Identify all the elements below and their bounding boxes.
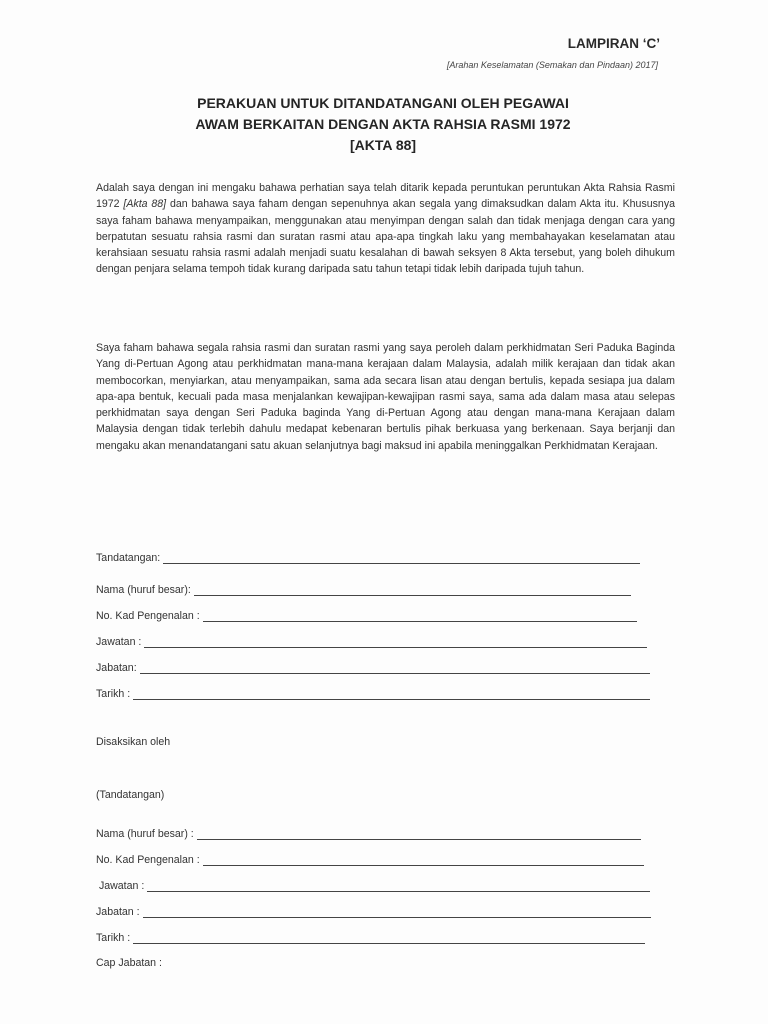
department-label: Jabatan: — [96, 662, 137, 674]
witness-date-label: Tarikh : — [96, 932, 131, 944]
position-line[interactable] — [144, 636, 647, 648]
witness-name-line[interactable] — [197, 828, 641, 840]
signature-field[interactable] — [96, 548, 640, 564]
witness-department-line[interactable] — [143, 906, 651, 918]
title-line-2: AWAM BERKAITAN DENGAN AKTA RAHSIA RASMI 1972 — [195, 116, 571, 132]
name-line[interactable] — [194, 584, 631, 596]
department-stamp-label: Cap Jabatan : — [96, 957, 162, 969]
ic-number-field[interactable] — [96, 606, 637, 622]
date-line[interactable] — [133, 688, 650, 700]
department-field[interactable] — [96, 658, 650, 674]
date-field[interactable] — [96, 684, 650, 700]
witness-signature-note: (Tandatangan) — [96, 789, 165, 801]
witness-ic-number-field[interactable] — [96, 850, 644, 866]
title-line-3: [AKTA 88] — [349, 137, 417, 153]
date-label: Tarikh : — [96, 688, 131, 700]
signature-label: Tandatangan: — [96, 552, 161, 564]
document-title — [110, 93, 656, 156]
ic-number-line[interactable] — [203, 610, 637, 622]
paragraph-1-act-reference: [Akta 88] — [123, 198, 167, 211]
witness-name-field[interactable] — [96, 824, 641, 840]
witness-department-label: Jabatan : — [96, 906, 140, 918]
name-label: Nama (huruf besar): — [96, 584, 191, 596]
title-line-1: PERAKUAN UNTUK DITANDATANGANI OLEH PEGAWAI — [197, 95, 569, 111]
paragraph-undertaking: Saya faham bahawa segala rahsia rasmi dan suratan rasmi yang saya peroleh dalam perkhidmatan Seri Paduka Baginda Yang di-Pertuan Agong atau perkhidmatan mana-mana kerajaan dalam Malaysia, adalah milik kerajaan dan tidak akan membocorkan, menyiarkan, atau menyampaikan, sama ada secara lisan atau dengan bertulis, kepada sesiapa jua dalam apa-apa bentuk, kecuali pada masa menjalankan kewajipan-kewajipan rasmi saya, sama ada dalam masa atau selepas perkhidmatan saya dengan Seri Paduka baginda Yang di-Pertuan Agong atau dengan mana-mana Kerajaan dalam Malaysia dengan tidak terlebih dahulu medapat kebenaran bertulis pihak berkuasa yang berkenaan. Saya berjanji dan mengaku akan menandatangani satu akuan selanjutnya bagi maksud ini apabila meninggalkan Perkhidmatan Kerajaan. — [96, 342, 675, 452]
witness-department-field[interactable] — [96, 902, 651, 918]
paragraph-1-text-start: Adalah saya dengan ini mengaku bahawa perhatian saya telah ditarik kepada peruntukan peruntukan Akta Rahsia Rasmi 1972 — [96, 182, 675, 211]
witness-ic-number-label: No. Kad Pengenalan : — [96, 854, 200, 866]
witness-position-line[interactable] — [147, 880, 650, 892]
paragraph-declaration — [96, 180, 675, 278]
witness-position-field[interactable] — [96, 876, 650, 892]
department-line[interactable] — [140, 662, 650, 674]
witness-date-field[interactable] — [96, 928, 645, 944]
directive-reference: [Arahan Keselamatan (Semakan dan Pindaan) 2017] — [446, 60, 658, 70]
witness-position-label: Jawatan : — [96, 880, 145, 892]
name-field[interactable] — [96, 580, 631, 596]
position-label: Jawatan : — [96, 636, 142, 648]
witness-heading: Disaksikan oleh — [96, 736, 171, 748]
position-field[interactable] — [96, 632, 647, 648]
signature-line[interactable] — [163, 552, 640, 564]
witness-ic-number-line[interactable] — [203, 854, 644, 866]
appendix-label: LAMPIRAN ‘C’ — [567, 36, 660, 51]
witness-date-line[interactable] — [133, 932, 645, 944]
paragraph-1-text-end: dan bahawa saya faham dengan sepenuhnya akan segala yang dimaksudkan dalam Akta itu. Khususnya saya faham bahawa menyampaikan, menggunakan atau menyimpan dengan salah dan tidak menjaga dengan cara yang berpatutan sesuatu rahsia rasmi dan suratan rasmi atau apa-apa tingkah laku yang membahayakan keselamatan atau kerahsiaan sesuatu rahsia rasmi adalah menjadi suatu kesalahan di bawah seksyen 8 Akta tersebut, yang boleh dihukum dengan penjara selama tempoh tidak kurang daripada satu tahun tetapi tidak lebih daripada tujuh tahun. — [96, 198, 676, 276]
ic-number-label: No. Kad Pengenalan : — [96, 610, 200, 622]
witness-name-label: Nama (huruf besar) : — [96, 828, 194, 840]
